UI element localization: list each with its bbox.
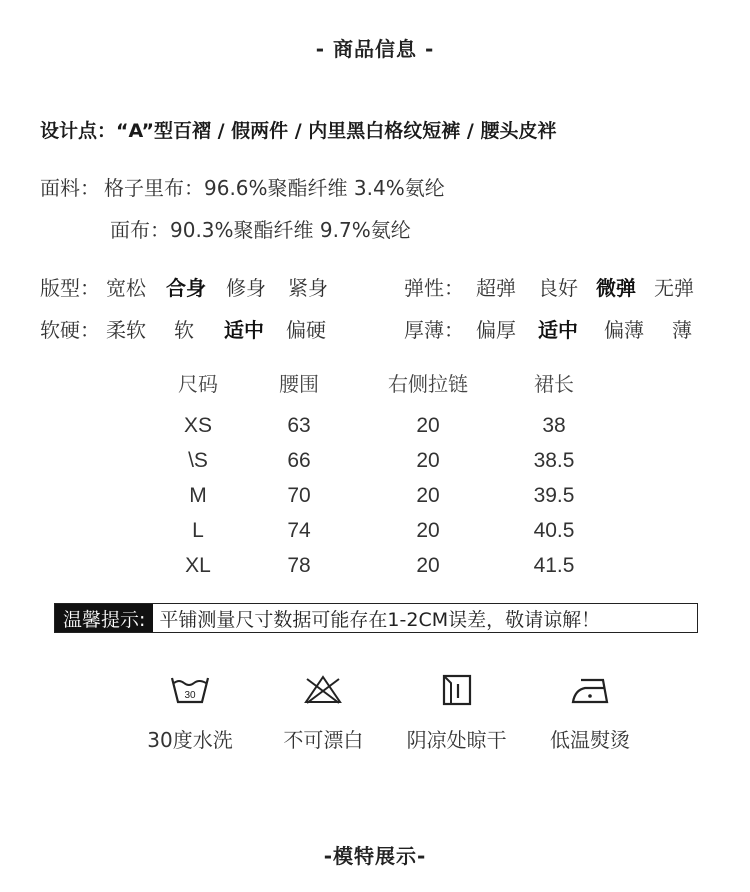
table-cell: M: [189, 483, 207, 507]
table-cell: XS: [183, 413, 212, 437]
care-label: 30度水洗: [147, 728, 233, 752]
notice-text: 平铺测量尺寸数据可能存在1-2CM误差，敬请谅解！: [153, 604, 606, 632]
attr-softness-opt-3: 偏硬: [286, 318, 326, 342]
table-cell: 63: [287, 413, 311, 437]
table-cell: 40.5: [533, 518, 575, 542]
size-col-header: 右侧拉链: [388, 371, 468, 396]
attr-fit-opt-2: 修身: [226, 276, 266, 300]
attr-elasticity-opt-1: 良好: [538, 276, 578, 300]
attr-fit: [40, 272, 348, 301]
fabric-label: 面料：: [40, 176, 100, 200]
iron-low-icon: [530, 672, 650, 708]
attr-thickness-opt-0: 偏厚: [476, 318, 516, 342]
table-cell: 74: [287, 518, 311, 542]
care-item-wash: [130, 672, 250, 753]
table-cell: 78: [287, 553, 311, 577]
attr-elasticity: [404, 272, 704, 301]
table-cell: 66: [287, 448, 311, 472]
attr-elasticity-label: 弹性：: [404, 276, 464, 300]
care-instructions: [130, 672, 650, 753]
table-cell: 20: [416, 483, 440, 507]
section-title-models: -模特展示-: [323, 844, 427, 868]
table-cell: 38.5: [533, 448, 575, 472]
care-item-bleach: [263, 672, 383, 753]
notice-label: 温馨提示:: [55, 604, 153, 632]
table-cell: \S: [188, 448, 208, 472]
size-table-header: [150, 368, 610, 396]
attr-fit-opt-0: 宽松: [106, 276, 146, 300]
attr-thickness-opt-1: 适中: [538, 318, 578, 342]
attr-elasticity-opt-0: 超弹: [476, 276, 516, 300]
attr-elasticity-opt-3: 无弹: [654, 276, 694, 300]
table-cell: 20: [416, 413, 440, 437]
attr-softness: [40, 314, 346, 343]
attr-fit-opt-3: 紧身: [288, 276, 328, 300]
attr-fit-opt-1: 合身: [166, 276, 206, 300]
attr-thickness: [404, 314, 712, 343]
table-cell: 20: [416, 518, 440, 542]
design-value: “A”型百褶 / 假两件 / 内里黑白格纹短裤 / 腰头皮袢: [116, 120, 557, 142]
table-cell: 38: [542, 413, 566, 437]
no-bleach-icon: [263, 672, 383, 708]
attr-softness-label: 软硬：: [40, 318, 100, 342]
size-table-body: [150, 408, 610, 583]
attr-softness-opt-1: 软: [174, 318, 194, 342]
table-row: [150, 513, 610, 548]
size-col-header: 腰围: [279, 371, 319, 396]
attr-thickness-label: 厚薄：: [404, 318, 464, 342]
care-item-iron: [530, 672, 650, 753]
table-cell: L: [192, 518, 204, 542]
dry-shade-icon: [397, 672, 517, 708]
care-label: 低温熨烫: [549, 728, 630, 752]
page-title: - 商品信息 -: [315, 37, 435, 61]
notice-box: [54, 603, 698, 633]
attr-softness-opt-0: 柔软: [106, 318, 146, 342]
attr-elasticity-opt-2: 微弹: [596, 276, 636, 300]
care-item-dry: [397, 672, 517, 753]
table-cell: 41.5: [533, 553, 575, 577]
table-cell: 20: [416, 553, 440, 577]
table-row: [150, 408, 610, 443]
attr-thickness-opt-2: 偏薄: [604, 318, 644, 342]
attr-thickness-opt-3: 薄: [672, 318, 692, 342]
design-point: [40, 116, 556, 143]
wash-temp: 30: [184, 690, 196, 701]
wash-30-icon: [130, 672, 250, 708]
table-cell: 39.5: [533, 483, 575, 507]
size-table: [150, 368, 610, 583]
table-row: [150, 548, 610, 583]
table-cell: 70: [287, 483, 311, 507]
fabric-lining: 格子里布：96.6%聚酯纤维 3.4%氨纶: [104, 176, 445, 200]
care-label: 阴凉处晾干: [406, 728, 507, 752]
table-cell: 20: [416, 448, 440, 472]
size-col-header: 裙长: [534, 371, 574, 396]
fabric-outer: 面布：90.3%聚酯纤维 9.7%氨纶: [110, 218, 411, 242]
fabric-row-1: [40, 172, 445, 201]
attr-fit-label: 版型：: [40, 276, 100, 300]
table-row: [150, 443, 610, 478]
table-cell: XL: [185, 553, 211, 577]
care-label: 不可漂白: [283, 728, 364, 752]
fabric-row-2: [110, 214, 411, 243]
attr-softness-opt-2: 适中: [224, 318, 264, 342]
size-col-header: 尺码: [178, 371, 218, 396]
design-label: 设计点：: [40, 120, 117, 142]
table-row: [150, 478, 610, 513]
